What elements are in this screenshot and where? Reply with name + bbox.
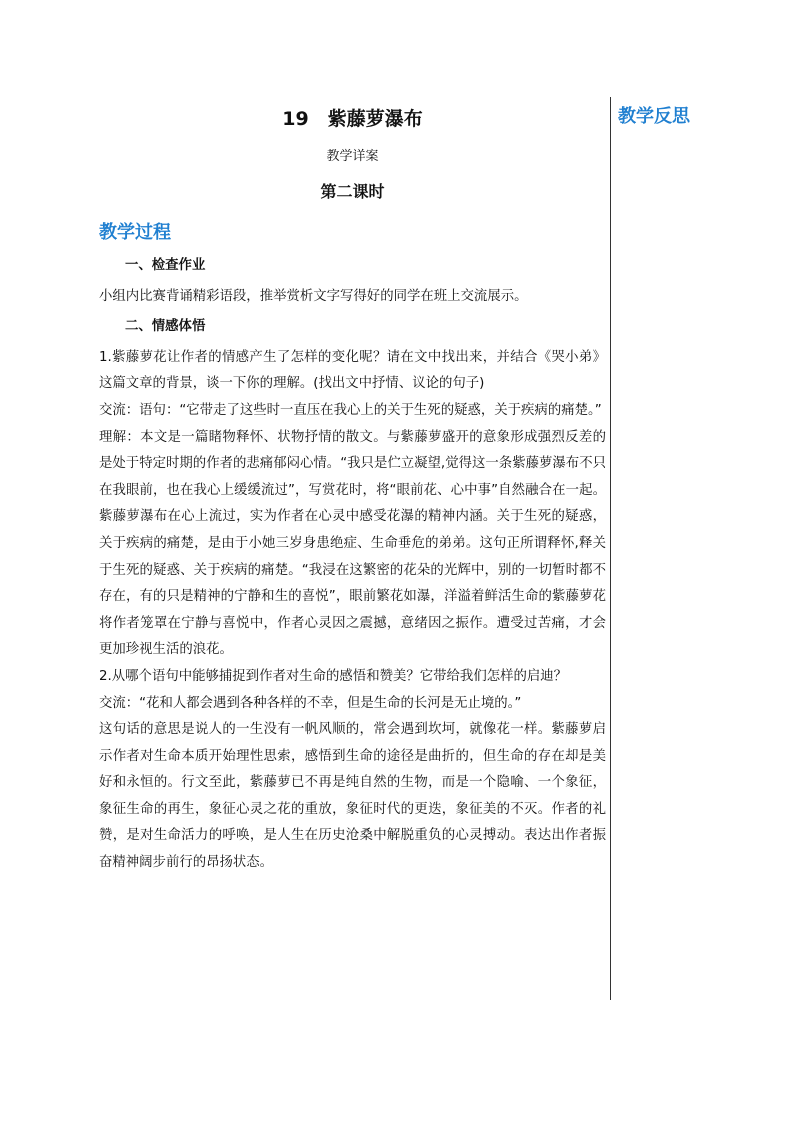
answer-2-quote: 交流：“花和人都会遇到各种各样的不幸，但是生命的长河是无止境的。” [99, 695, 522, 711]
heading-emotion: 二、情感体悟 [125, 319, 206, 335]
column-divider [610, 97, 611, 1000]
answer-2-explanation: 这句话的意思是说人的一生没有一帆风顺的，常会遇到坎坷，就像花一样。紫藤萝启示作者对生命本质开始理性思索，感悟到生命的途径是曲折的，但生命的存在却是美好和永恒的。行文至此，紫藤萝已不再是纯自然的生物，而是一个隐喻、一个象征，象征生命的再生，象征心灵之花的重放，象征时代的更迭，象征美的不灭。作者的礼赞，是对生命活力的呼唤，是人生在历史沧桑中解脱重负的心灵搏动。表达出作者振奋精神阔步前行的昂扬状态。 [99, 722, 606, 871]
lesson-body [99, 253, 606, 877]
paragraph-homework: 小组内比赛背诵精彩语段，推举赏析文字写得好的同学在班上交流展示。 [99, 288, 528, 304]
reflection-heading: 教学反思 [618, 106, 690, 127]
question-2: 2.从哪个语句中能够捕捉到作者对生命的感悟和赞美？它带给我们怎样的启迪？ [99, 668, 568, 684]
section-heading: 教学过程 [99, 222, 171, 243]
question-1: 1.紫藤萝花让作者的情感产生了怎样的变化呢？请在文中找出来，并结合《哭小弟》这篇文章的背景，谈一下你的理解。(找出文中抒情、议论的句子) [99, 349, 606, 392]
lesson-label: 第二课时 [320, 182, 385, 201]
answer-1-quote: 交流：语句：“它带走了这些时一直压在我心上的关于生死的疑惑，关于疾病的痛楚。” [99, 402, 602, 418]
page-title: 19 紫藤萝瀑布 [282, 108, 423, 130]
page-subtitle: 教学详案 [326, 149, 379, 164]
answer-1-explanation: 理解：本文是一篇睹物释怀、状物抒情的散文。与紫藤萝盛开的意象形成强烈反差的是处于特定时期的作者的悲痛郁闷心情。“我只是伫立凝望,觉得这一条紫藤萝瀑布不只在我眼前，也在我心上缓缓流过”，写赏花时，将“眼前花、心中事”自然融合在一起。紫藤萝瀑布在心上流过，实为作者在心灵中感受花瀑的精神内涵。关于生死的疑惑，关于疾病的痛楚，是由于小她三岁身患绝症、生命垂危的弟弟。这句正所谓释怀,释关于生死的疑惑、关于疾病的痛楚。“我浸在这繁密的花朵的光辉中，别的一切暂时都不存在，有的只是精神的宁静和生的喜悦”，眼前繁花如瀑，洋溢着鲜活生命的紫藤萝花将作者笼罩在宁静与喜悦中，作者心灵因之震撼，意绪因之振作。遭受过苦痛，才会更加珍视生活的浪花。 [99, 429, 606, 658]
heading-check-homework: 一、检查作业 [125, 258, 206, 273]
